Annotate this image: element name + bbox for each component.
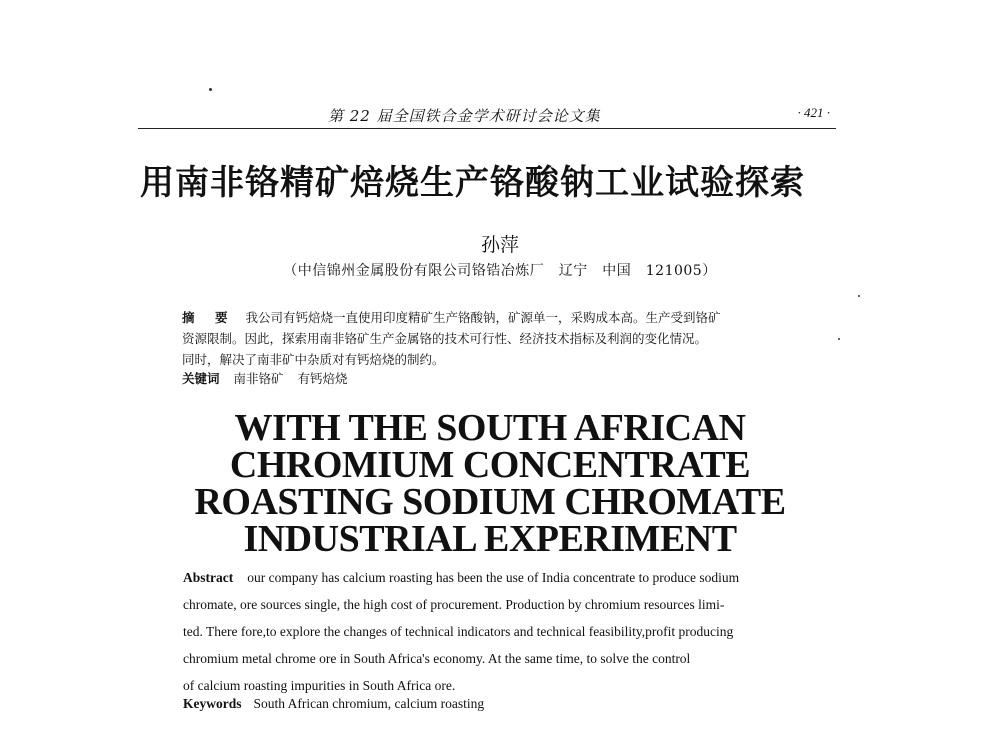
scan-speck [838, 338, 840, 340]
title-en-line: ROASTING SODIUM CHROMATE [194, 481, 786, 523]
abstract-zh-line [182, 307, 802, 328]
abstract-en-label: Abstract [183, 570, 234, 585]
abstract-zh-line: 资源限制。因此，探索用南非铬矿生产金属铬的技术可行性、经济技术指标及利润的变化情况。 [182, 331, 708, 346]
abstract-en-line [183, 564, 803, 591]
title-en-line: INDUSTRIAL EXPERIMENT [243, 518, 737, 560]
scan-speck [209, 88, 212, 91]
abstract-en-line: of calcium roasting impurities in South Africa ore. [183, 678, 456, 693]
title-en-line: WITH THE SOUTH AFRICAN [234, 407, 746, 449]
header-rule [138, 128, 836, 129]
abstract-en-line: chromium metal chrome ore in South Africa's economy. At the same time, to solve the control [183, 651, 691, 666]
keyword-zh: 有钙焙烧 [297, 371, 348, 386]
paper-title-en [150, 407, 830, 560]
keywords-zh [182, 369, 362, 387]
keywords-zh-label: 关键词 [182, 371, 220, 386]
title-en-line: CHROMIUM CONCENTRATE [229, 444, 751, 486]
running-header [140, 105, 830, 127]
abstract-zh [182, 307, 802, 370]
keywords-en-text: South African chromium, calcium roasting [253, 696, 485, 711]
running-title: 第 22 届全国铁合金学术研讨会论文集 [328, 107, 601, 125]
scan-speck [858, 295, 860, 297]
keywords-en-label: Keywords [183, 696, 242, 711]
abstract-zh-text: 我公司有钙焙烧一直使用印度精矿生产铬酸钠，矿源单一，采购成本高。生产受到铬矿 [245, 310, 721, 325]
author-affiliation: （中信锦州金属股份有限公司铬锆冶炼厂 辽宁 中国 121005） [283, 263, 717, 279]
page-number: · 421 · [797, 105, 830, 120]
abstract-zh-label: 摘 要 [182, 310, 232, 325]
abstract-en-text: our company has calcium roasting has been the use of India concentrate to produce sodium [247, 570, 740, 585]
abstract-en-line: ted. There fore,to explore the changes of technical indicators and technical feasibility,profit producing [183, 624, 734, 639]
abstract-zh-line: 同时，解决了南非矿中杂质对有钙焙烧的制约。 [182, 352, 445, 367]
abstract-en [183, 564, 803, 699]
abstract-en-line: chromate, ore sources single, the high cost of procurement. Production by chromium resources limi- [183, 597, 725, 612]
paper-title-zh: 用南非铬精矿焙烧生产铬酸钠工业试验探索 [140, 163, 805, 203]
keyword-zh: 南非铬矿 [233, 371, 284, 386]
keywords-en [183, 696, 484, 712]
author-name: 孙萍 [480, 234, 519, 256]
